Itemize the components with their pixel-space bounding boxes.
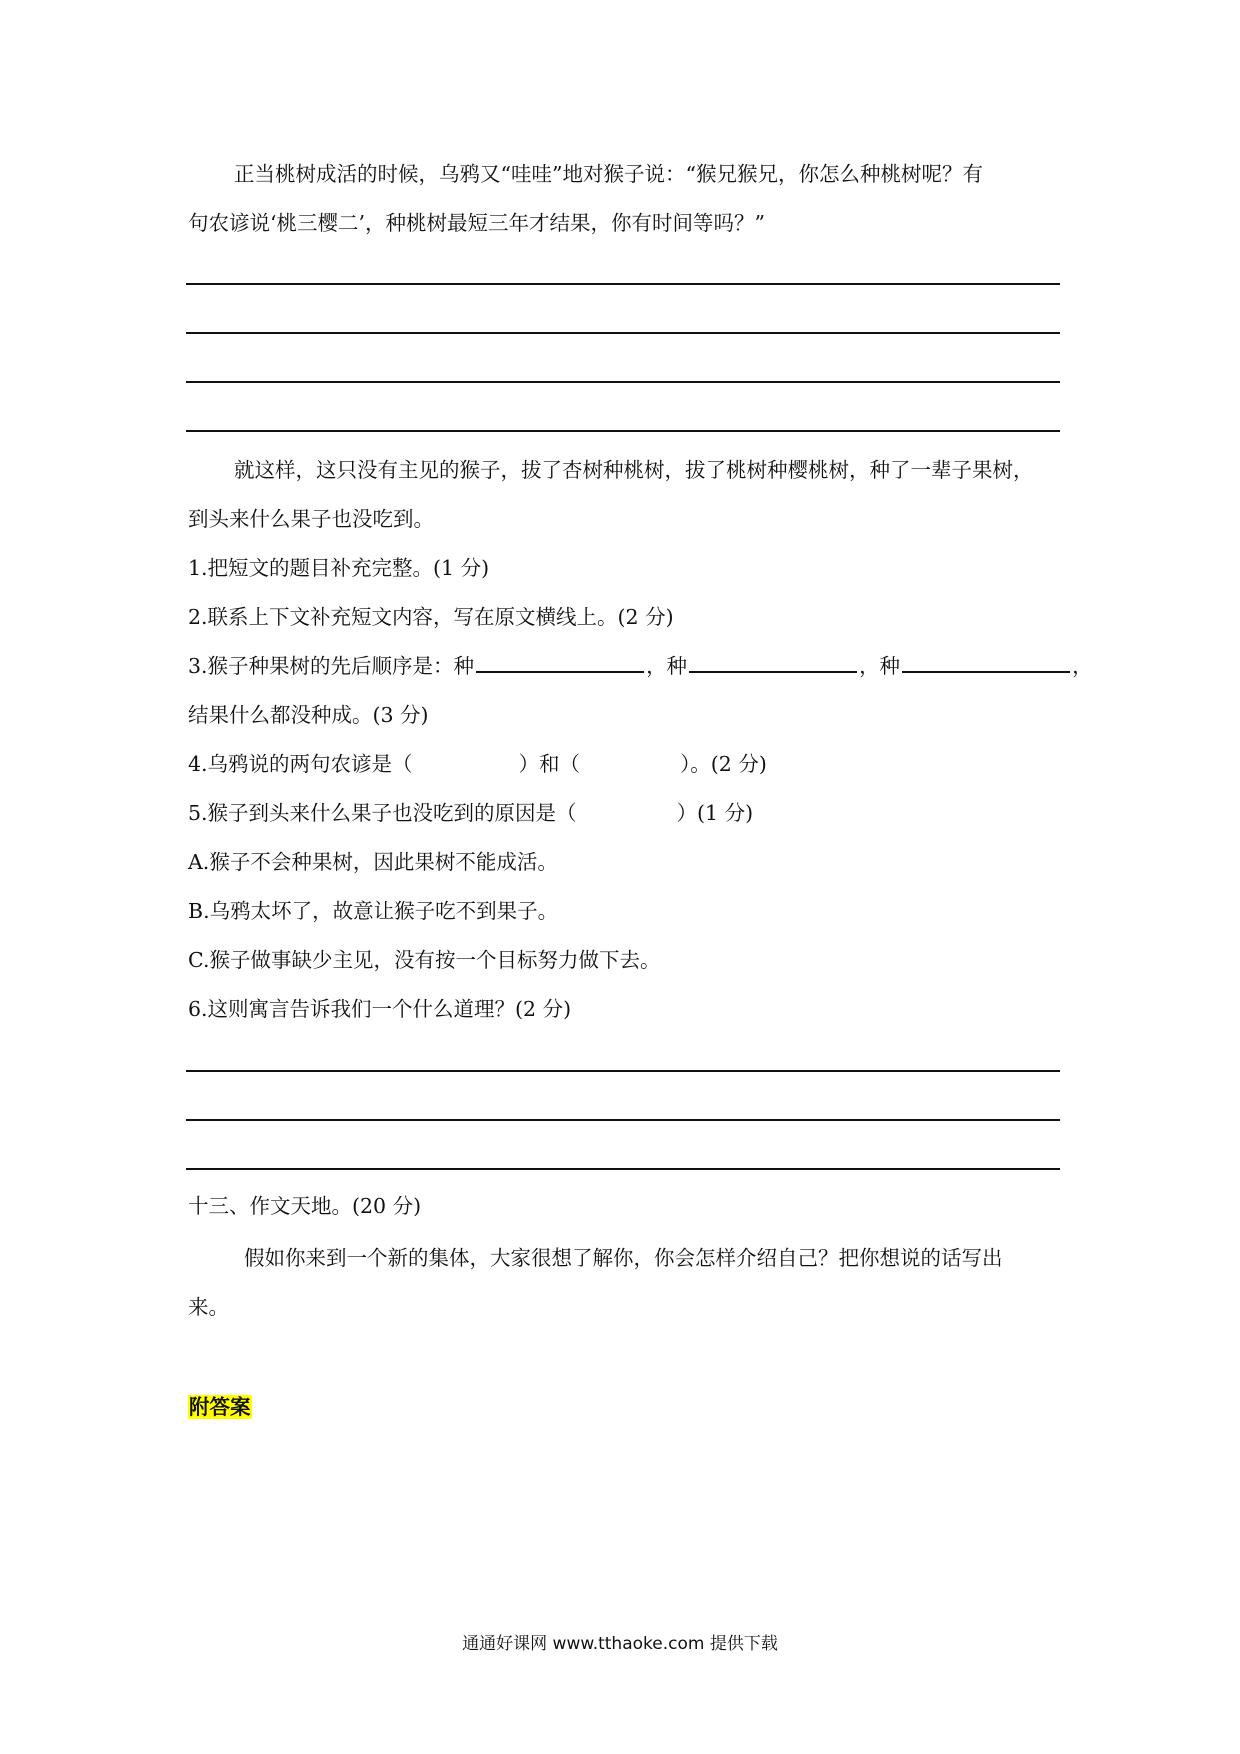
question-3-prefix: 3.猴子种果树的先后顺序是：种 <box>188 654 475 678</box>
answer-rule[interactable] <box>186 1119 1060 1121</box>
option-b[interactable]: B.乌鸦太坏了，故意让猴子吃不到果子。 <box>188 899 559 923</box>
answer-heading-label: 附答案 <box>189 1395 251 1419</box>
question-4-prefix: 4.乌鸦说的两句农谚是（ <box>188 752 413 776</box>
question-3-line2: 结果什么都没种成。(3 分) <box>188 703 429 727</box>
answer-heading <box>188 1392 252 1422</box>
passage-para1-line2: 句农谚说‘桃三樱二’，种桃树最短三年才结果，你有时间等吗？” <box>188 211 766 235</box>
fill-blank[interactable] <box>476 651 644 673</box>
composition-prompt-line1: 假如你来到一个新的集体，大家很想了解你，你会怎样介绍自己？把你想说的话写出 <box>244 1246 1003 1270</box>
composition-heading: 十三、作文天地。(20 分) <box>188 1194 422 1218</box>
answer-rule[interactable] <box>186 283 1060 285</box>
question-4-mid: ）和（ <box>518 752 581 776</box>
question-4-end: ）。(2 分) <box>680 752 767 776</box>
question-5 <box>188 798 753 828</box>
question-4 <box>188 749 767 779</box>
question-3-end: ， <box>1072 654 1093 678</box>
passage-para2-line1: 就这样，这只没有主见的猴子，拔了杏树种桃树，拔了桃树种樱桃树，种了一辈子果树， <box>234 458 1034 482</box>
answer-rule[interactable] <box>186 381 1060 383</box>
question-3 <box>188 651 1093 681</box>
question-5-end: ）(1 分) <box>676 801 754 825</box>
passage-para2-line2: 到头来什么果子也没吃到。 <box>188 507 434 531</box>
fill-blank[interactable] <box>902 651 1070 673</box>
question-3-separator: ，种 <box>646 654 688 678</box>
answer-rule[interactable] <box>186 1168 1060 1170</box>
question-2: 2.联系上下文补充短文内容，写在原文横线上。(2 分) <box>188 605 674 629</box>
answer-rule[interactable] <box>186 430 1060 432</box>
question-6: 6.这则寓言告诉我们一个什么道理？(2 分) <box>188 997 572 1021</box>
composition-prompt-line2: 来。 <box>188 1295 229 1319</box>
answer-rule[interactable] <box>186 1070 1060 1072</box>
fill-blank[interactable] <box>689 651 857 673</box>
option-a[interactable]: A.猴子不会种果树，因此果树不能成活。 <box>188 850 558 874</box>
passage-para1-line1: 正当桃树成活的时候，乌鸦又“哇哇”地对猴子说：“猴兄猴兄，你怎么种桃树呢？有 <box>234 162 983 186</box>
answer-rule[interactable] <box>186 332 1060 334</box>
option-c[interactable]: C.猴子做事缺少主见，没有按一个目标努力做下去。 <box>188 948 661 972</box>
question-5-prefix: 5.猴子到头来什么果子也没吃到的原因是（ <box>188 801 577 825</box>
question-1: 1.把短文的题目补充完整。(1 分) <box>188 556 490 580</box>
page-footer: 通通好课网 www.tthaoke.com 提供下载 <box>462 1634 778 1654</box>
question-3-separator: ，种 <box>859 654 901 678</box>
